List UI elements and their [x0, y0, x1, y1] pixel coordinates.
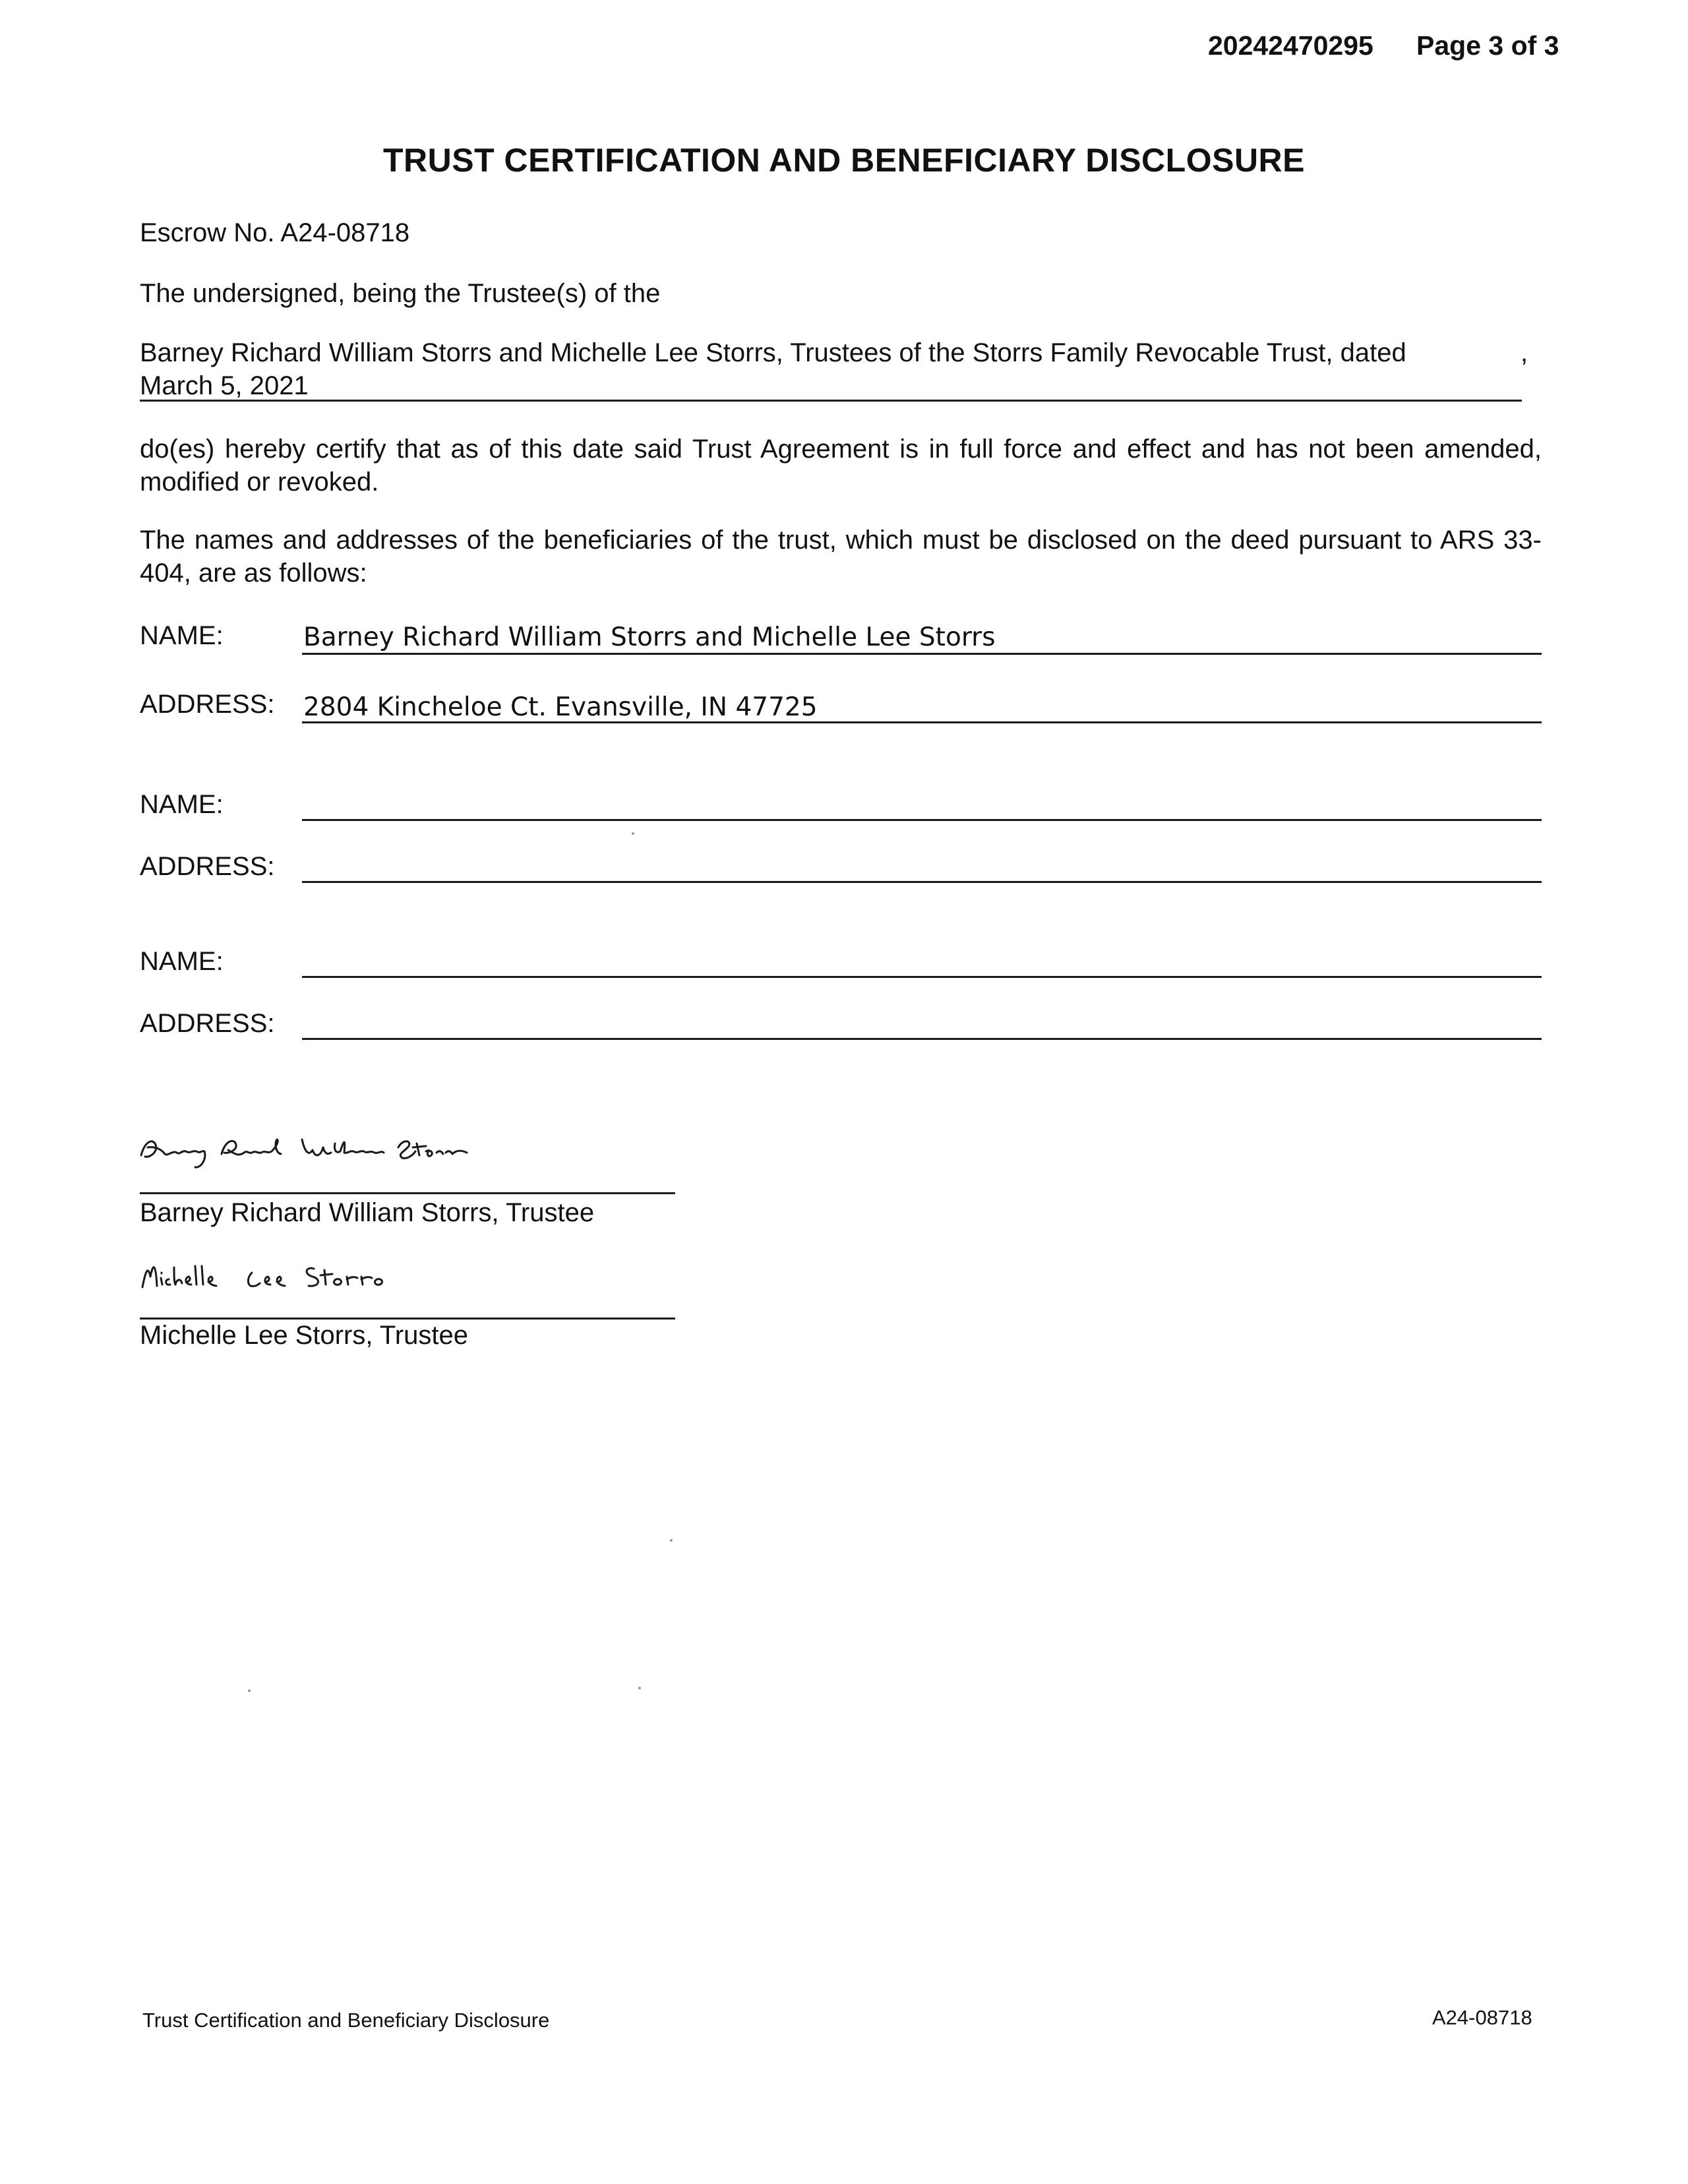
trustee-1-signature-line: [140, 1192, 675, 1194]
scan-speck: [632, 832, 634, 835]
page-indicator: Page 3 of 3: [1416, 30, 1559, 61]
escrow-number: Escrow No. A24-08718: [140, 218, 410, 247]
trust-name-comma: ,: [1521, 338, 1528, 367]
beneficiary-3-name-label: NAME:: [140, 947, 224, 976]
certification-paragraph: do(es) hereby certify that as of this date said Trust Agreement is in full force and effect and has not been amended, modified or revoked.: [140, 435, 1542, 497]
document-number: 20242470295: [1208, 30, 1373, 61]
beneficiary-1-name-line: [302, 653, 1542, 655]
document-title: TRUST CERTIFICATION AND BENEFICIARY DISCLOSURE: [382, 142, 1306, 179]
beneficiary-3-address-line: [302, 1038, 1542, 1040]
intro-text: The undersigned, being the Trustee(s) of the: [140, 279, 661, 308]
trustee-2-signature: [136, 1248, 492, 1300]
beneficiary-3-address-label: ADDRESS:: [140, 1009, 275, 1038]
beneficiary-3-name-line: [302, 976, 1542, 978]
footer-escrow-number: A24-08718: [1432, 2006, 1532, 2029]
beneficiary-2-address-label: ADDRESS:: [140, 852, 275, 881]
beneficiary-1-address-line: [302, 721, 1542, 723]
beneficiary-2-address-line: [302, 881, 1542, 883]
beneficiary-1-name-label: NAME:: [140, 621, 224, 650]
beneficiary-2-name-line: [302, 819, 1542, 821]
beneficiary-1-name-value: Barney Richard William Storrs and Michelle Lee Storrs: [303, 622, 996, 652]
footer-form-title: Trust Certification and Beneficiary Disclosure: [142, 2009, 550, 2032]
scan-speck: [670, 1539, 673, 1542]
scan-speck: [248, 1689, 251, 1692]
trustee-1-printed-name: Barney Richard William Storrs, Trustee: [140, 1198, 595, 1227]
beneficiary-1-address-label: ADDRESS:: [140, 690, 275, 719]
beneficiary-1-address-value: 2804 Kincheloe Ct. Evansville, IN 47725: [303, 692, 818, 722]
trust-name-line2: March 5, 2021: [140, 371, 309, 400]
trustee-1-signature: [136, 1121, 492, 1174]
beneficiary-2-name-label: NAME:: [140, 790, 224, 819]
trust-name-line1: Barney Richard William Storrs and Michelle Lee Storrs, Trustees of the Storrs Family Revocable Trust, dated: [140, 338, 1406, 367]
scan-speck: [638, 1687, 641, 1689]
trust-name-underline: [140, 400, 1522, 402]
disclosure-paragraph: The names and addresses of the beneficiaries of the trust, which must be disclosed on the deed pursuant to ARS 33-404, are as follows:: [140, 526, 1542, 588]
trustee-2-printed-name: Michelle Lee Storrs, Trustee: [140, 1321, 468, 1350]
